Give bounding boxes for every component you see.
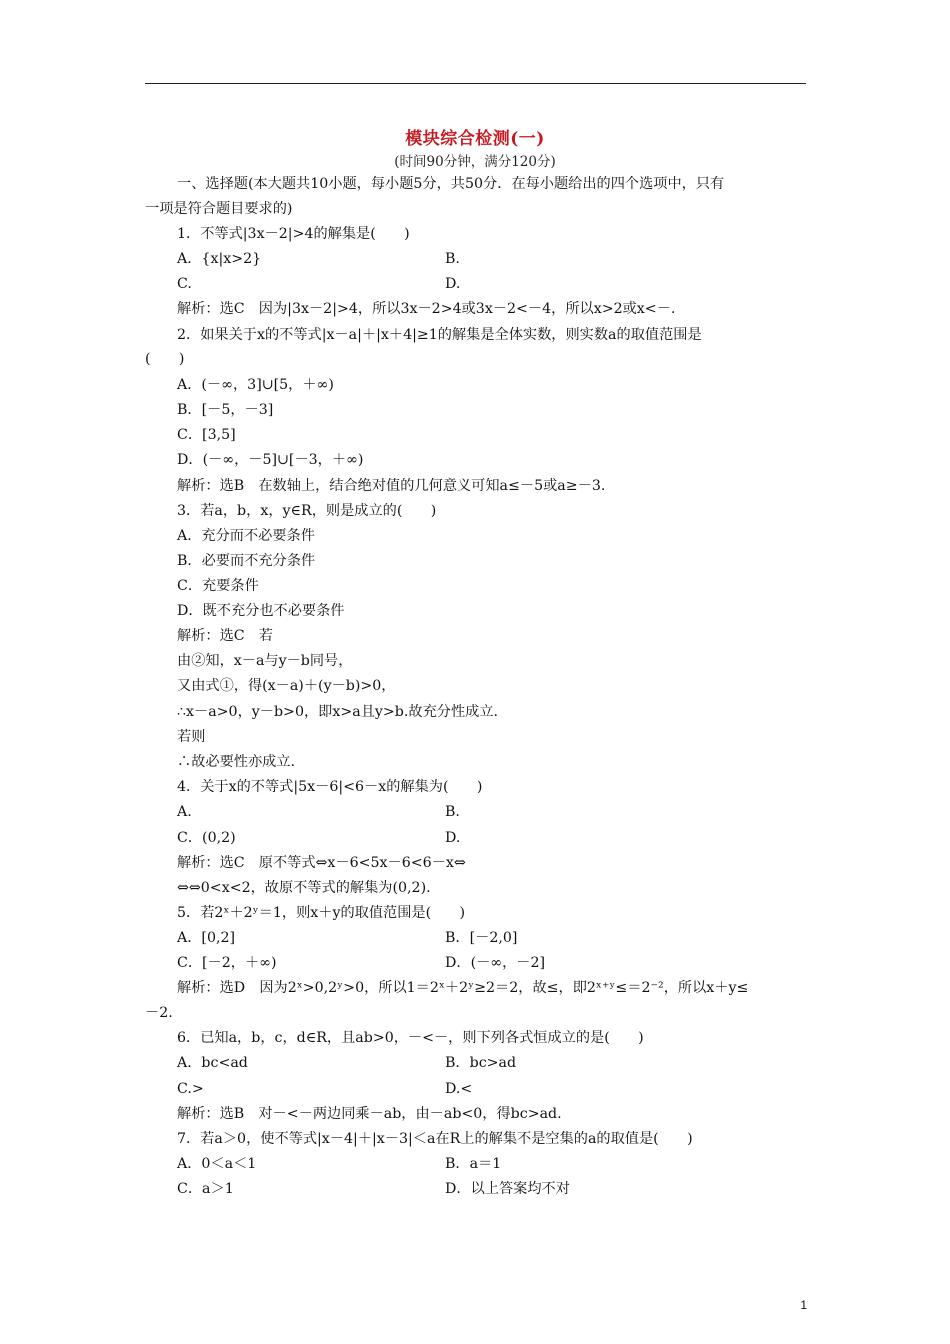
question-6-solution: 解析：选B 对－<－两边同乘－ab，由－ab<0，得bc>ad. xyxy=(177,1106,562,1122)
question-2-stem: 2．如果关于x的不等式|x－a|＋|x＋4|≥1的解集是全体实数，则实数a的取值范围是 xyxy=(177,327,702,343)
question-2-option-b: B．[－5，－3] xyxy=(177,402,274,418)
question-4-solution: 解析：选C 原不等式⇔x－6<5x－6<6－x⇔ xyxy=(177,855,466,871)
question-1-option-d: D. xyxy=(445,276,461,292)
question-6-option-b: B．bc>ad xyxy=(445,1055,517,1071)
question-7-option-a: A．0＜a＜1 xyxy=(177,1156,257,1172)
question-4-option-a: A. xyxy=(177,804,192,820)
question-6-stem: 6．已知a，b，c，d∈R，且ab>0，－<－，则下列各式恒成立的是( ) xyxy=(177,1030,644,1046)
question-2-stem-cont: ( ) xyxy=(145,351,185,367)
question-6-option-c: C.> xyxy=(177,1081,204,1097)
question-3-solution-line: ∴x－a>0，y－b>0，即x>a且y>b.故充分性成立. xyxy=(177,704,499,720)
question-4-solution-line: ⇔⇔0<x<2，故原不等式的解集为(0,2). xyxy=(177,880,431,896)
question-5-option-c: C．[－2，＋∞) xyxy=(177,955,277,971)
question-1-option-a: A．{x|x>2} xyxy=(177,251,262,267)
question-5-solution-cont: －2. xyxy=(145,1005,173,1021)
question-4-option-d: D. xyxy=(445,830,461,846)
question-3-solution: 解析：选C 若 xyxy=(177,628,273,644)
question-3-option-b: B．必要而不充分条件 xyxy=(177,553,316,569)
question-5-option-d: D．(－∞，－2] xyxy=(445,955,546,971)
question-7-option-b: B．a＝1 xyxy=(445,1156,502,1172)
question-3-stem: 3．若a，b，x，y∈R，则是成立的( ) xyxy=(177,503,437,519)
question-6-option-d: D.< xyxy=(445,1081,473,1097)
question-3-option-c: C．充要条件 xyxy=(177,578,259,594)
question-3-solution-line: ∴故必要性亦成立. xyxy=(177,754,296,770)
question-4-option-c: C．(0,2) xyxy=(177,830,236,846)
question-5-stem: 5．若2ˣ＋2ʸ＝1，则x＋y的取值范围是( ) xyxy=(177,905,466,921)
header-rule xyxy=(145,83,806,84)
page-number: 1 xyxy=(800,1298,807,1312)
page-subtitle: (时间90分钟，满分120分) xyxy=(394,154,556,170)
question-2-option-d: D．(－∞，－5]∪[－3，＋∞) xyxy=(177,452,364,468)
section-intro-cont: 一项是符合题目要求的) xyxy=(145,201,293,217)
question-4-option-b: B. xyxy=(445,804,460,820)
question-7-option-d: D．以上答案均不对 xyxy=(445,1181,570,1197)
question-2-option-c: C．[3,5] xyxy=(177,427,236,443)
page-title: 模块综合检测(一) xyxy=(405,129,545,149)
question-7-option-c: C．a＞1 xyxy=(177,1181,234,1197)
question-1-stem: 1．不等式|3x－2|>4的解集是( ) xyxy=(177,226,410,242)
question-6-option-a: A．bc<ad xyxy=(177,1055,248,1071)
question-3-solution-line: 又由式①，得(x－a)＋(y－b)>0， xyxy=(177,678,396,694)
question-1-option-c: C. xyxy=(177,276,192,292)
question-1-option-b: B. xyxy=(445,251,460,267)
question-3-option-a: A．充分而不必要条件 xyxy=(177,528,315,544)
question-2-solution: 解析：选B 在数轴上，结合绝对值的几何意义可知a≤－5或a≥－3. xyxy=(177,478,606,494)
question-3-option-d: D．既不充分也不必要条件 xyxy=(177,603,345,619)
question-3-solution-line: 若则 xyxy=(177,729,206,745)
question-7-stem: 7．若a＞0，使不等式|x－4|＋|x－3|＜a在R上的解集不是空集的a的取值是( ) xyxy=(177,1131,693,1147)
question-5-option-a: A．[0,2] xyxy=(177,930,236,946)
question-5-solution: 解析：选D 因为2ˣ>0,2ʸ>0，所以1＝2ˣ＋2ʸ≥2＝2，故≤，即2ˣ⁺ʸ≤＝2⁻²，所以x＋y≤ xyxy=(177,980,749,996)
section-intro: 一、选择题(本大题共10小题，每小题5分，共50分．在每小题给出的四个选项中，只有 xyxy=(177,176,725,192)
question-5-option-b: B．[－2,0] xyxy=(445,930,518,946)
question-1-solution: 解析：选C 因为|3x－2|>4，所以3x－2>4或3x－2<－4，所以x>2或x<－. xyxy=(177,301,676,317)
question-4-stem: 4．关于x的不等式|5x－6|<6－x的解集为( ) xyxy=(177,779,483,795)
question-2-option-a: A．(－∞，3]∪[5，＋∞) xyxy=(177,377,334,393)
question-3-solution-line: 由②知，x－a与y－b同号， xyxy=(177,653,353,669)
